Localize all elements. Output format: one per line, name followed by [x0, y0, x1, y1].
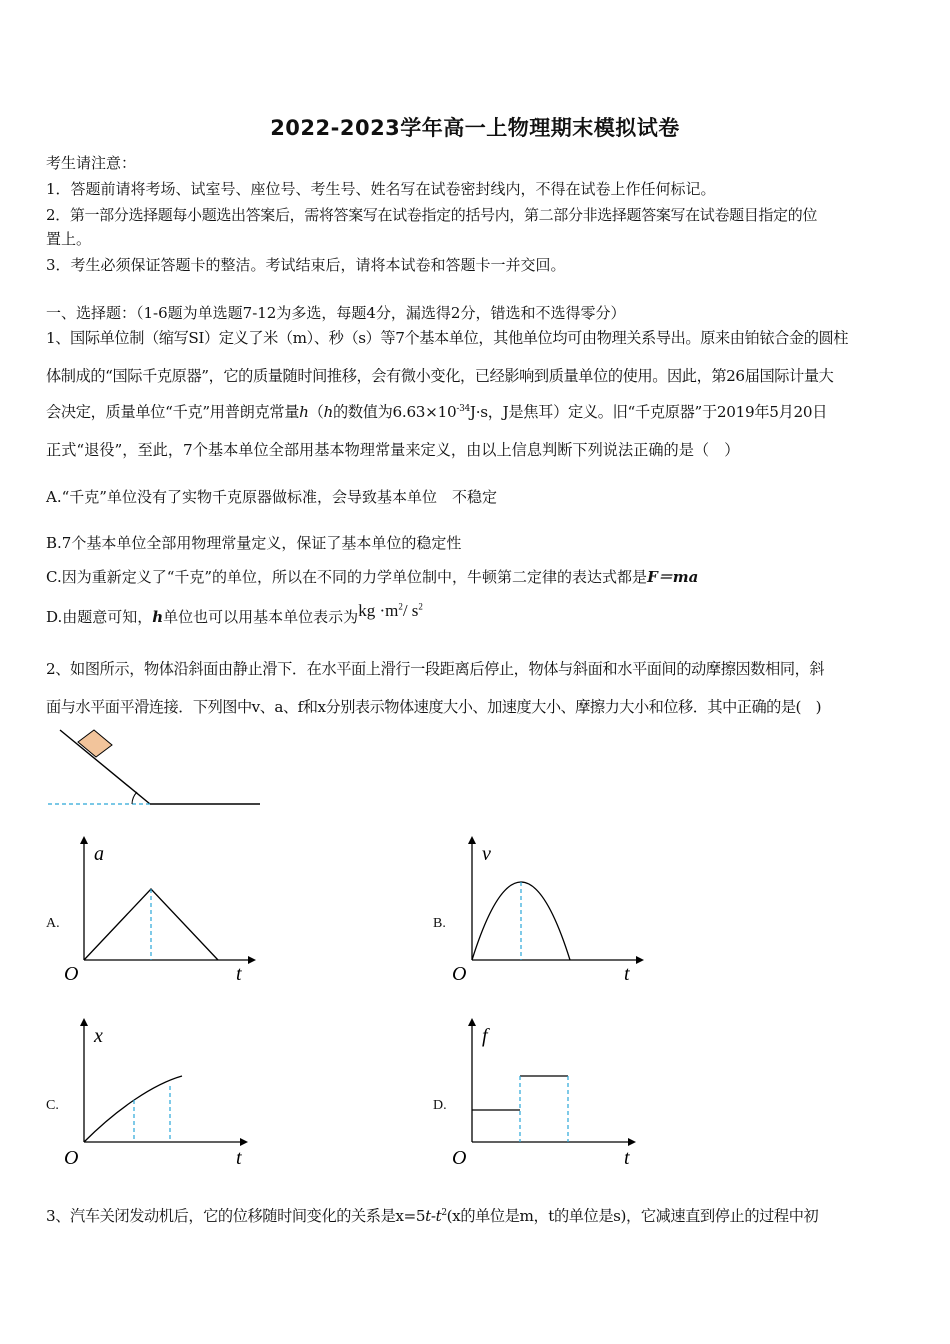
q1-line-4: 正式“退役”，至此，7个基本单位全部用基本物理常量来定义，由以上信息判断下列说法正确的是（ ） — [46, 441, 740, 459]
origin-label: O — [64, 963, 79, 985]
unit-expression: kg $\cdot m^2/$ $s^2$ — [358, 601, 423, 620]
origin-label: O — [452, 963, 467, 985]
x-axis-label: t — [236, 1147, 242, 1169]
q1-line-2: 体制成的“国际千克原器”，它的质量随时间推移，会有微小变化，已经影响到质量单位的使用。因此，第26届国际计量大 — [46, 367, 834, 385]
q2-line-1: 2、如图所示，物体沿斜面由静止滑下．在水平面上滑行一段距离后停止，物体与斜面和水平面间的动摩擦因数相同，斜 — [46, 660, 825, 678]
q2-option-b-letter: B. — [433, 916, 446, 931]
q1-line-3: 会决定，质量单位“千克”用普朗克常量h（h的数值为$6.63\times 10^{-34}J\cdot s$，J是焦耳）定义。旧“千克原器”于2019年5月20日 — [46, 403, 828, 421]
q3-line-1: 3、汽车关闭发动机后，它的位移随时间变化的关系是$x=5t-t^2(x$的单位是m，t的单位是s)，它减速直到停止的过程中初 — [46, 1207, 819, 1225]
q1-option-c: C.因为重新定义了“千克”的单位，所以在不同的力学单位制中，牛顿第二定律的表达式都是F＝ma — [46, 568, 699, 586]
notice-item-2-cont: 置上。 — [46, 230, 92, 248]
q2-option-c-letter: C. — [46, 1098, 59, 1113]
q2-option-b-graph — [446, 832, 646, 992]
q2-option-d-graph — [446, 1016, 646, 1176]
q2-option-a-graph — [58, 832, 258, 992]
notice-item-2: 2．第一部分选择题每小题选出答案后，需将答案写在试卷指定的括号内，第二部分非选择题答案写在试卷题目指定的位 — [46, 206, 817, 224]
y-axis-label: f — [482, 1025, 488, 1047]
x-t-curve-part-1 — [84, 1076, 182, 1142]
notice-item-3: 3．考生必须保证答题卡的整洁。考试结束后，请将本试卷和答题卡一并交回。 — [46, 256, 566, 274]
notice-heading: 考生请注意： — [46, 154, 137, 172]
q1-option-a: A.“千克”单位没有了实物千克原器做标准，会导致基本单位 不稳定 — [46, 488, 497, 506]
origin-label: O — [64, 1147, 79, 1169]
q1-option-b: B.7个基本单位全部用物理常量定义，保证了基本单位的稳定性 — [46, 534, 462, 552]
x-axis-label: t — [236, 963, 242, 985]
y-axis-label: v — [482, 843, 491, 865]
section-1-heading: 一、选择题：（1-6题为单选题7-12为多选，每题4分，漏选得2分，错选和不选得零分） — [46, 304, 626, 322]
q1-line-1: 1、国际单位制（缩写SI）定义了米（m）、秒（s）等7个基本单位，其他单位均可由物理关系导出。原来由铂铱合金的圆柱 — [46, 329, 849, 347]
q1-option-d: D.由题意可知，h单位也可以用基本单位表示为kg $\cdot m^2/$ $s^2$ — [46, 601, 423, 626]
q2-option-d-letter: D. — [433, 1098, 447, 1113]
y-axis-label: a — [94, 843, 104, 865]
q2-line-2: 面与水平面平滑连接．下列图中v、a、f和x分别表示物体速度大小、加速度大小、摩擦力大小和位移．其中正确的是( ) — [46, 698, 822, 716]
angle-arc — [132, 792, 137, 804]
incline-figure — [40, 722, 270, 812]
y-axis-label: x — [94, 1025, 103, 1047]
origin-label: O — [452, 1147, 467, 1169]
x-axis-label: t — [624, 1147, 630, 1169]
x-axis-label: t — [624, 963, 630, 985]
q2-option-a-letter: A. — [46, 916, 60, 931]
sliding-block — [78, 730, 112, 757]
q2-option-c-graph — [58, 1016, 258, 1176]
page-title: 2022-2023学年高一上物理期末模拟试卷 — [270, 116, 680, 140]
notice-item-1: 1．答题前请将考场、试室号、座位号、考生号、姓名写在试卷密封线内，不得在试卷上作任何标记。 — [46, 180, 716, 198]
